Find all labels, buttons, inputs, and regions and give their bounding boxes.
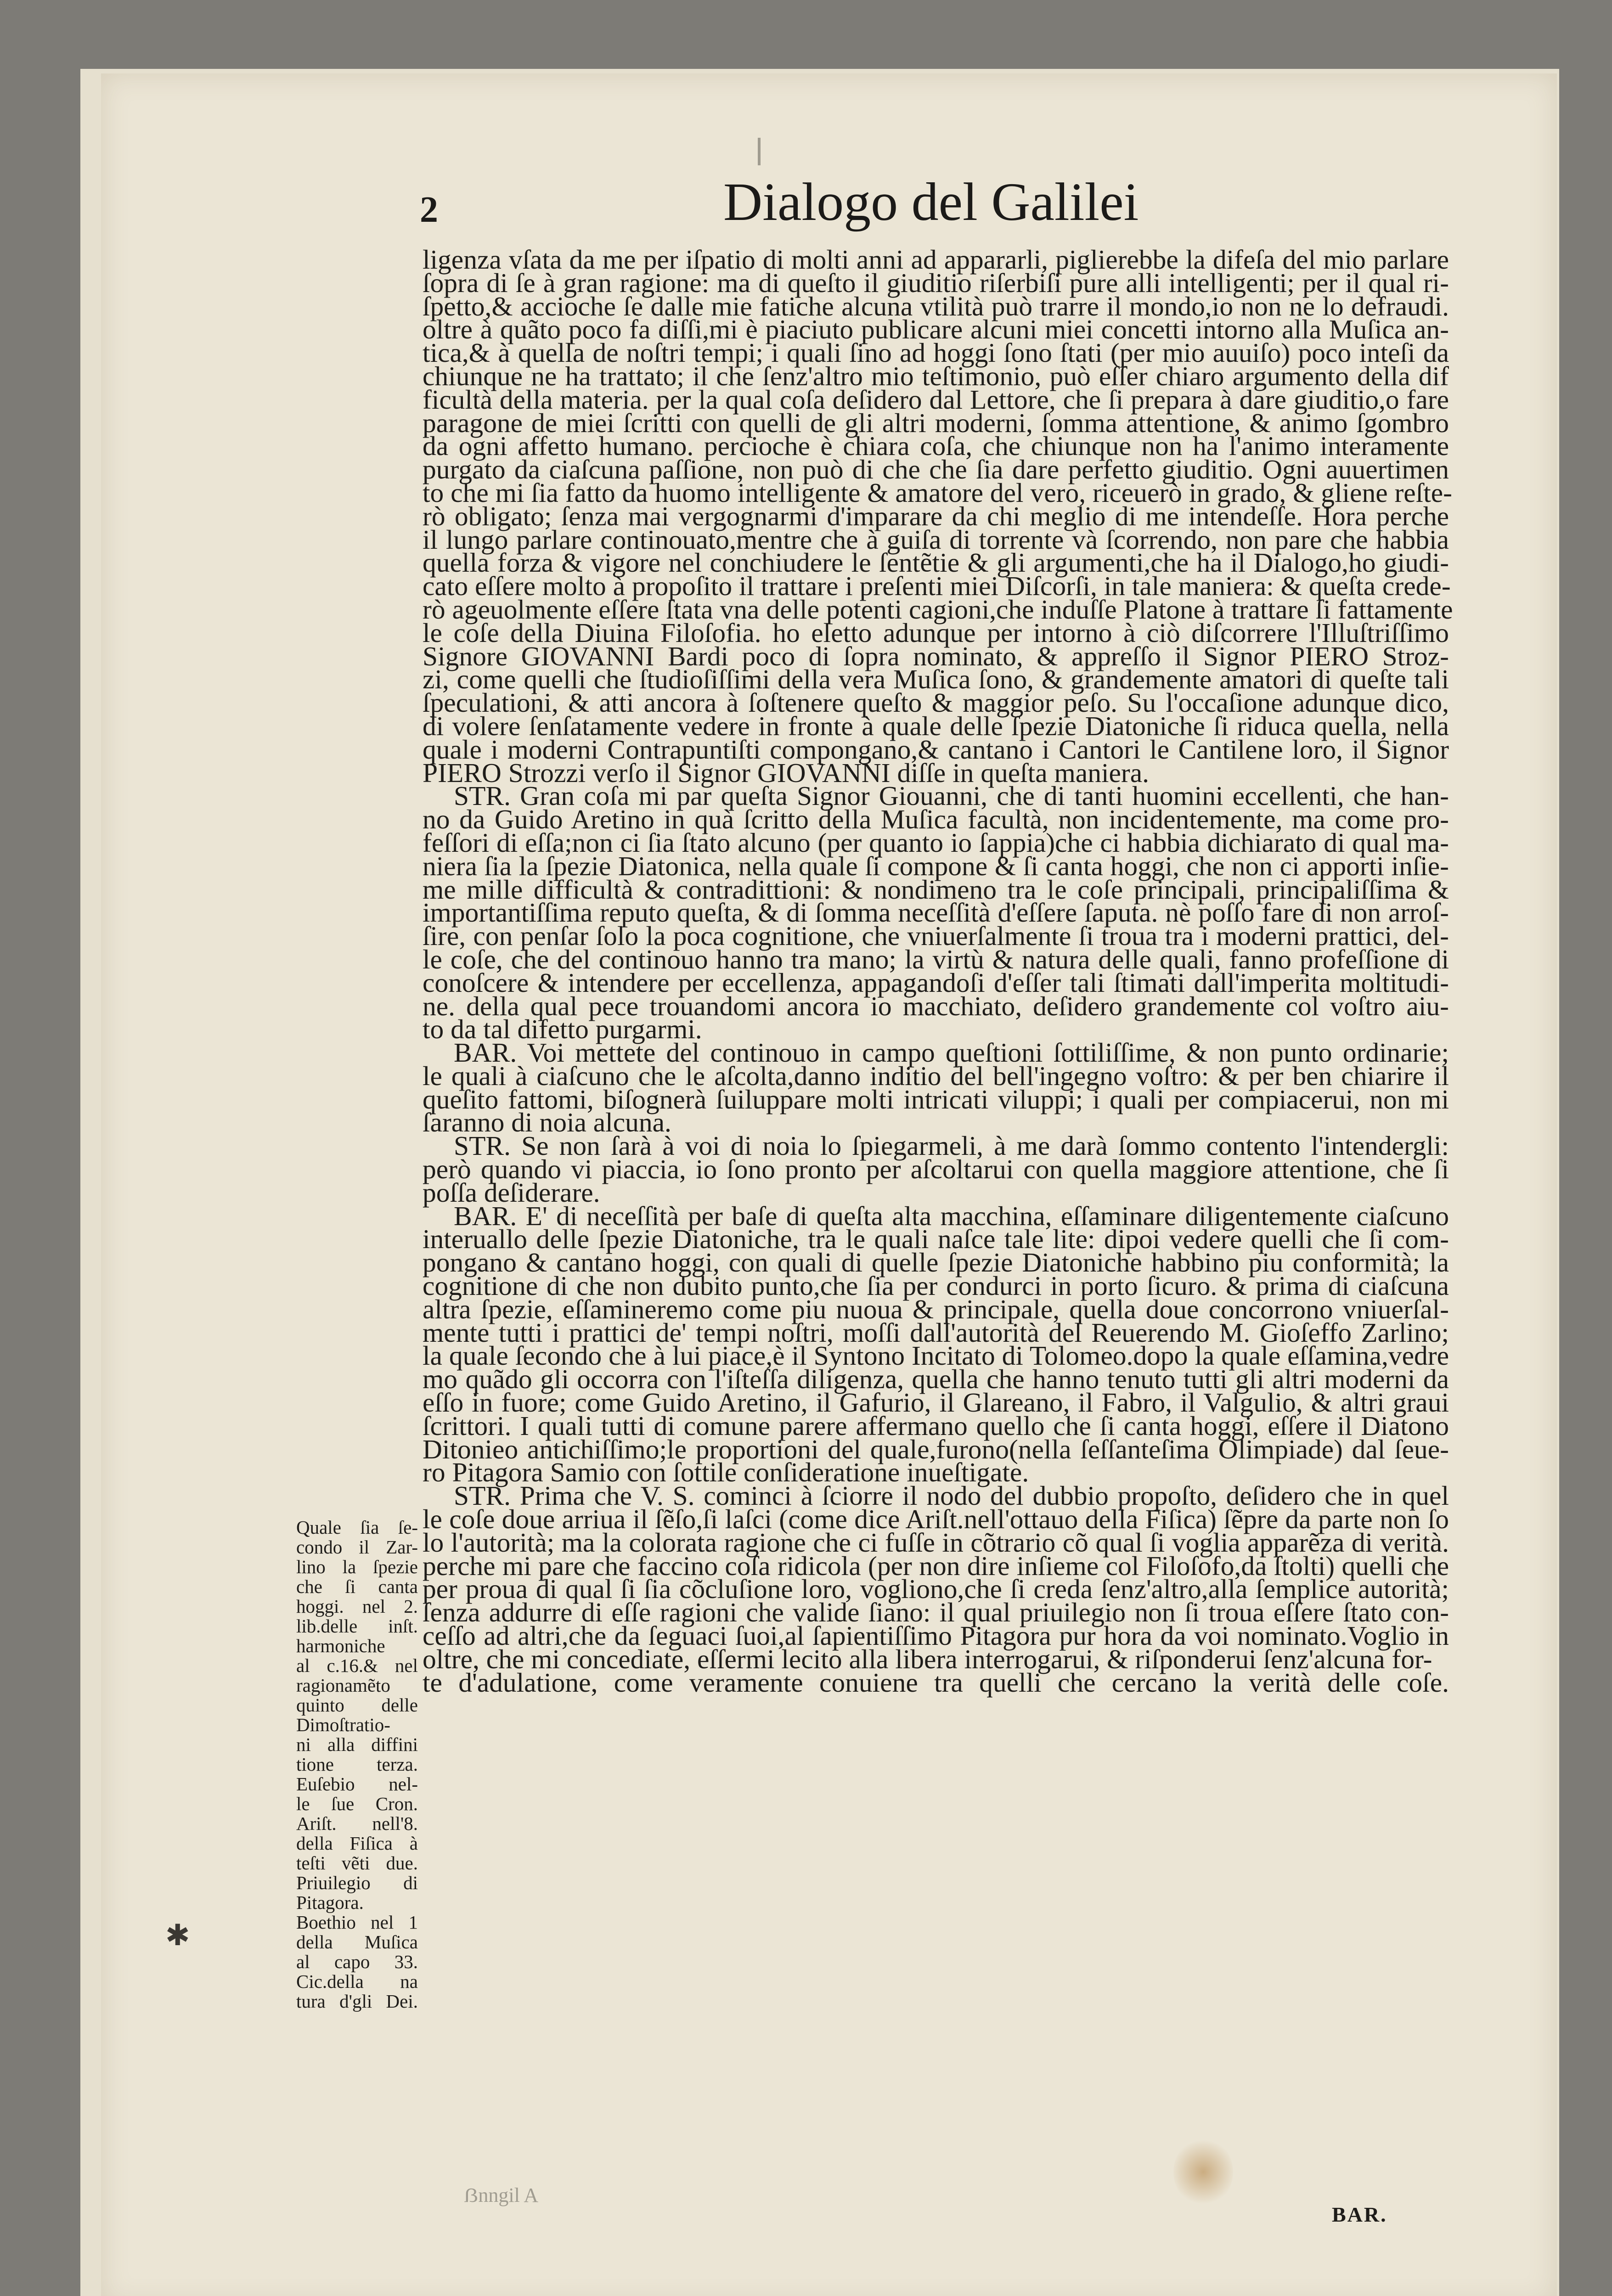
text-line: to che mi ſia fatto da huomo intelligente & amatore del vero, riceuerò in grado, & gliene reſte- xyxy=(423,477,1452,508)
text-line: perche mi pare che faccino coſa ridicola (per non dire inſieme col Filoſofo,da ſtolti) quelli che xyxy=(423,1550,1449,1581)
text-line: ſaranno di noia alcuna. xyxy=(423,1107,671,1138)
text-line: ficultà della materia. per la qual coſa deſidero dal Lettore, che ſi prepara à dare giuditio,o fare xyxy=(423,384,1449,415)
text-line: ne. della qual pece trouandomi ancora io macchiato, deſidero grandemente col voſtro aiu- xyxy=(423,990,1449,1021)
text-line: importantiſſima reputo queſta, & di ſomma neceſſità d'eſſere ſaputa. nè poſſo fare di non arroſ- xyxy=(423,897,1449,928)
text-line: rò ageuolmente eſſere ſtata vna delle potenti cagioni,che induſſe Platone à trattare ſi fattamente xyxy=(423,594,1453,625)
text-line: no da Guido Aretino in quà ſcritto della Muſica facultà, non incidentemente, ma come pro- xyxy=(423,804,1449,835)
pencil-mark xyxy=(758,138,761,165)
marginal-note-line: Euſebio nel- xyxy=(296,1773,418,1795)
marginal-note-line: lino la ſpezie xyxy=(296,1556,418,1577)
text-line: to da tal difetto purgarmi. xyxy=(423,1014,702,1045)
marginal-note-line: Priuilegio di xyxy=(296,1872,418,1893)
text-line: le coſe della Diuina Filoſofia. ho eletto adunque per intorno à ciò diſcorrere l'Illuſtriſſimo xyxy=(423,617,1449,648)
marginal-note-line: hoggi. nel 2. xyxy=(296,1596,418,1617)
text-line: BAR. Voi mettete del continouo in campo queſtioni ſottiliſſime, & non punto ordinarie; xyxy=(454,1037,1449,1068)
marginal-note-line: Ariſt. nell'8. xyxy=(296,1813,418,1834)
marginal-note-line: della Muſica xyxy=(296,1931,418,1953)
text-line: quale i moderni Contrapuntiſti compongano,& cantano i Cantori le Cantilene loro, il Signor xyxy=(423,734,1449,765)
ink-stain xyxy=(1173,2138,1233,2206)
marginal-note-line: tione terza. xyxy=(296,1754,418,1775)
text-line: paragone de miei ſcritti con quelli de gli altri moderni, ſomma attentione, & animo ſgombro xyxy=(423,407,1449,438)
text-line: queſito fattomi, biſognerà ſuiluppare molti intricati viluppi; i quali per compiacerui, non mi xyxy=(423,1084,1449,1114)
text-line: le quali à ciaſcuno che le aſcolta,danno inditio del bell'ingegno voſtro: & per ben chiarire il xyxy=(423,1060,1449,1091)
text-line: eſſo in fuore; come Guido Aretino, il Gafurio, il Glareano, il Fabro, il Valgulio, & altri graui xyxy=(423,1387,1449,1418)
text-line: la quale ſecondo che à lui piace,è il Syntono Incitato di Tolomeo.dopo la quale eſſamina,vedre xyxy=(423,1340,1449,1371)
marginal-note-line: quinto delle xyxy=(296,1694,418,1716)
marginal-note-line: tura d'gli Dei. xyxy=(296,1991,418,2012)
text-line: ceſſo ad altri,che da ſeguaci ſuoi,al ſapientiſſimo Pitagora pur hora da voi nominato.Voglio in xyxy=(423,1621,1449,1651)
text-line: purgato da ciaſcuna paſſione, non può di che che ſia dare perfetto giuditio. Ogni auuertimen xyxy=(423,454,1449,485)
marginal-note-line: ragionamẽto xyxy=(296,1675,390,1696)
text-line: conoſcere & intendere per eccellenza, appagandoſi d'eſſer tali ſtimati dall'imperita moltitudi- xyxy=(423,967,1449,998)
text-line: feſſori di eſſa;non ci ſia ſtato alcuno (per quanto io ſappia)che ci habbia dichiarato di qual ma- xyxy=(423,827,1449,858)
text-line: mente tutti i prattici de' tempi noſtri, moſſi dall'autorità del Reuerendo M. Gioſeffo Zarlino; xyxy=(423,1317,1449,1348)
text-line: quella forza & vigore nel conchiudere le ſentẽtie & gli argumenti,che ha il Dialogo,ho giudi- xyxy=(423,547,1449,578)
marginal-note-line: che ſi canta xyxy=(296,1576,418,1597)
text-line: da ogni affetto humano. percioche è chiara coſa, che chiunque non ha l'animo interamente xyxy=(423,431,1449,461)
text-line: me mille difficultà & contradittioni: & nondimeno tra le coſe principali, principaliſſima & xyxy=(423,874,1449,905)
text-line: altra ſpezie, eſſamineremo come piu nuoua & principale, quella doue concorrono vniuerſal- xyxy=(423,1294,1449,1324)
text-line: STR. Se non ſarà à voi di noia lo ſpiegarmeli, à me darà ſommo contento l'intendergli: xyxy=(454,1131,1449,1161)
text-line: il lungo parlare continouato,mentre che à guiſa di torrente và ſcorrendo, non pare che habbia xyxy=(423,524,1449,555)
text-line: niera ſia la ſpezie Diatonica, nella quale ſi compone & ſi canta hoggi, che non ci apporti inſie- xyxy=(423,850,1449,881)
text-line: però quando vi piaccia, io ſono pronto per aſcoltarui con quella maggiore attentione, che ſi xyxy=(423,1154,1449,1185)
text-line: rò obligato; ſenza mai vergognarmi d'imparare da chi meglio di me intendeſſe. Hora perche xyxy=(423,501,1449,531)
marginal-note-line: teſti vẽti due. xyxy=(296,1852,418,1874)
marginal-note-line: lib.delle inſt. xyxy=(296,1615,418,1637)
text-line: mo quãdo gli occorra con l'iſteſſa diligenza, quella che hanno tenuto tutti gli altri moderni da xyxy=(423,1364,1449,1395)
text-line: poſſa deſiderare. xyxy=(423,1177,600,1208)
marginal-note-line: Cic.della na xyxy=(296,1971,418,1992)
text-line: cato eſſere molto à propoſito il trattare i preſenti miei Diſcorſi, in tale maniera: & queſta crede- xyxy=(423,571,1451,602)
text-line: ſpeculationi, & atti ancora à ſoſtenere queſto & maggior peſo. Su l'occaſione adunque dico, xyxy=(423,687,1449,718)
stamp-mark: ẞnngil A xyxy=(464,2184,539,2206)
marginal-note-line: della Fiſica à xyxy=(296,1833,418,1854)
body-text xyxy=(423,244,1453,1698)
text-line: ſcrittori. I quali tutti di comune parere affermano quello che ſi canta hoggi, eſſere il Diatono xyxy=(423,1410,1449,1441)
marginal-note-line: le ſue Cron. xyxy=(296,1793,418,1814)
catchword: BAR. xyxy=(1332,2203,1387,2226)
text-line: di volere ſenſatamente vedere in fronte à quale delle ſpezie Diatoniche ſi riduca quella, nella xyxy=(423,710,1449,741)
text-line: Ditonieo antichiſſimo;le proportioni del quale,furono(nella ſeſſanteſima Olimpiade) dal ſeue- xyxy=(423,1434,1449,1464)
text-line: Signore GIOVANNI Bardi poco di ſopra nominato, & appreſſo il Signor PIERO Stroz- xyxy=(423,641,1449,671)
text-line: tica,& à quella de noſtri tempi; i quali ſino ad hoggi ſono ſtati (per mio auuiſo) poco inteſi da xyxy=(423,338,1449,368)
text-line: oltre à quãto poco fa diſſi,mi è piaciuto publicare alcuni miei concetti intorno alla Muſica an- xyxy=(423,314,1449,345)
text-line: ro Pitagora Samio con ſottile conſideratione inueſtigate. xyxy=(423,1457,1029,1488)
running-title: Dialogo del Galilei xyxy=(723,172,1139,232)
marginal-note-line: harmoniche xyxy=(296,1635,385,1656)
text-line: lo l'autorità; ma la colorata ragione che ci fuſſe in cõtrario cõ qual ſi voglia apparẽza di verità. xyxy=(423,1527,1449,1558)
marginal-note-line: condo il Zar- xyxy=(296,1536,418,1558)
marginal-note-line: ni alla diffini xyxy=(296,1734,418,1755)
text-line: ſire, con penſar ſolo la poca cognitione, che vniuerſalmente ſi troua tra i moderni prattici, del- xyxy=(423,921,1449,951)
text-line: cognitione di che non dubito punto,che ſia per condurci in porto ſicuro. & prima di ciaſcuna xyxy=(423,1271,1449,1301)
text-line: te d'adulatione, come veramente conuiene tra quelli che cercano la verità delle coſe. xyxy=(423,1667,1449,1698)
text-line: ligenza vſata da me per iſpatio di molti anni ad appararli, piglierebbe la difeſa del mio parlare xyxy=(423,244,1449,275)
text-line: chiunque ne ha trattato; il che ſenz'altro mio teſtimonio, può eſſer chiaro argumento della dif xyxy=(423,360,1449,391)
text-line: STR. Gran coſa mi par queſta Signor Giouanni, che di tanti huomini eccellenti, che han- xyxy=(454,781,1449,811)
text-line: oltre, che mi concediate, eſſermi lecito alla libera interrogarui, & riſponderui ſenz'alcuna for- xyxy=(423,1643,1432,1674)
marginal-note-line: Quale ſia ſe- xyxy=(296,1517,418,1538)
text-line: BAR. E' di neceſſità per baſe di queſta alta macchina, eſſaminare diligentemente ciaſcuno xyxy=(454,1200,1449,1231)
text-line: zi, come quelli che ſtudioſiſſimi della vera Muſica ſono, & grandemente amatori di queſte tali xyxy=(423,664,1449,695)
page-number: 2 xyxy=(420,190,438,230)
margin-mark: ✱ xyxy=(165,1919,190,1953)
text-line: pongano & cantano hoggi, con quali di quelle ſpezie Diatoniche habbino piu conformità; la xyxy=(423,1247,1449,1278)
marginal-note-line: al c.16.& nel xyxy=(296,1655,418,1676)
text-line: ſpetto,& accioche ſe dalle mie fatiche alcuna vtilità può trarre il mondo,io non ne lo defraudi. xyxy=(423,291,1449,321)
marginal-note-line: Pitagora. xyxy=(296,1892,364,1913)
marginal-note xyxy=(296,1518,418,2011)
marginal-note-line: Dimoſtratio- xyxy=(296,1714,390,1735)
text-line: interuallo delle ſpezie Diatoniche, tra le quali naſce tale lite: dipoi vedere quelli che ſi com- xyxy=(423,1224,1449,1255)
text-line: ſopra di ſe à gran ragione: ma di queſto il giuditio riſerbiſi pure alli intelligenti; per il qual ri- xyxy=(423,267,1449,298)
text-line: STR. Prima che V. S. cominci à ſciorre il nodo del dubbio propoſto, deſidero che in quel xyxy=(454,1480,1449,1511)
text-line: PIERO Strozzi verſo il Signor GIOVANNI diſſe in queſta maniera. xyxy=(423,757,1149,788)
marginal-note-line: Boethio nel 1 xyxy=(296,1912,418,1933)
marginal-note-line: al capo 33. xyxy=(296,1951,418,1972)
text-line: ſenza addurre di eſſe ragioni che valide ſiano: il qual priuilegio non ſi troua eſſere ſtato con- xyxy=(423,1597,1449,1628)
text-line: per proua di qual ſi ſia cõcluſione loro, vogliono,che ſi creda ſenz'altro,alla ſemplice autorità; xyxy=(423,1574,1449,1604)
text-line: le coſe doue arriua il ſẽſo,ſi laſci (come dice Ariſt.nell'ottauo della Fiſica) ſẽpre da parte non ſo xyxy=(423,1504,1449,1535)
text-line: le coſe, che del continouo hanno tra mano; la virtù & natura delle quali, fanno profeſſione di xyxy=(423,944,1449,974)
